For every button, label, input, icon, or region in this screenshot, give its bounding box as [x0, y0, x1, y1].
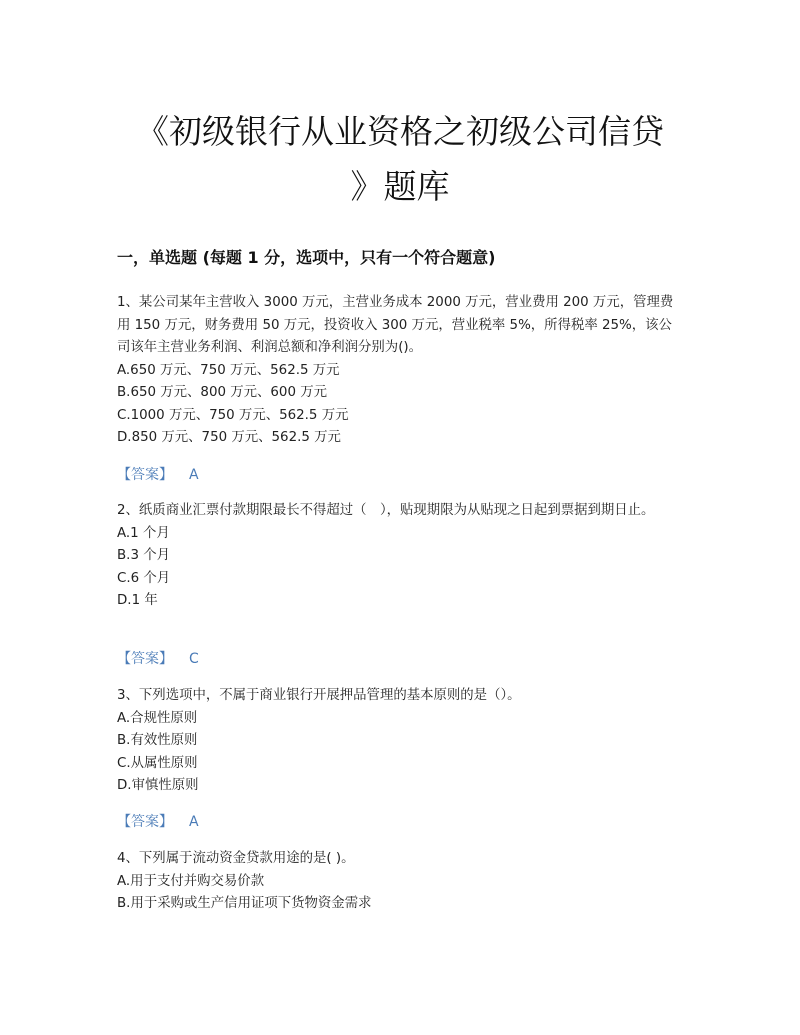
option-c: C.1000 万元、750 万元、562.5 万元: [117, 407, 349, 423]
option-b: B.用于采购或生产信用证项下货物资金需求: [117, 896, 372, 911]
option-a: A.用于支付并购交易价款: [117, 873, 265, 889]
answer-1: [117, 464, 199, 486]
option-a: A.合规性原则: [117, 710, 198, 726]
question-stem: 3、下列选项中，不属于商业银行开展押品管理的基本原则的是（）。: [117, 688, 521, 703]
option-d: D.850 万元、750 万元、562.5 万元: [117, 430, 341, 445]
answer-value: A: [189, 467, 199, 483]
option-b: B.650 万元、800 万元、600 万元: [117, 385, 328, 400]
question-stem: 4、下列属于流动资金贷款用途的是( )。: [117, 851, 355, 866]
section-heading: 一，单选题 (每题 1 分，选项中，只有一个符合题意): [117, 248, 496, 267]
option-d: D.1 年: [117, 593, 158, 608]
question-stem: 2、纸质商业汇票付款期限最长不得超过（ ），贴现期限为从贴现之日起到票据到期日止。: [117, 503, 655, 518]
title-line-1: 《初级银行从业资格之初级公司信贷: [136, 112, 664, 151]
option-b: B.有效性原则: [117, 733, 198, 748]
question-4: [117, 848, 682, 916]
answer-label: 【答案】: [117, 651, 173, 667]
option-a: A.1 个月: [117, 525, 170, 541]
option-d: D.审慎性原则: [117, 778, 199, 793]
question-stem: 1、某公司某年主营收入 3000 万元，主营业务成本 2000 万元，营业费用 200 万元，管理费用 150 万元，财务费用 50 万元，投资收入 300 万元，营业税率 5%，所得税率 25%，该公司该年主营业务利润、利润总额和净利润分别为()。: [117, 295, 674, 355]
answer-label: 【答案】: [117, 814, 173, 830]
title-line-2: 》题库: [350, 167, 450, 206]
question-3: [117, 685, 682, 798]
document-title: [100, 104, 700, 214]
answer-value: A: [189, 814, 199, 830]
option-a: A.650 万元、750 万元、562.5 万元: [117, 362, 340, 378]
answer-label: 【答案】: [117, 467, 173, 483]
option-c: C.6 个月: [117, 570, 171, 586]
answer-value: C: [189, 651, 199, 667]
question-2: [117, 500, 682, 613]
answer-2: [117, 648, 199, 670]
option-b: B.3 个月: [117, 548, 171, 563]
question-1: [117, 292, 682, 450]
option-c: C.从属性原则: [117, 755, 198, 771]
answer-3: [117, 811, 199, 833]
